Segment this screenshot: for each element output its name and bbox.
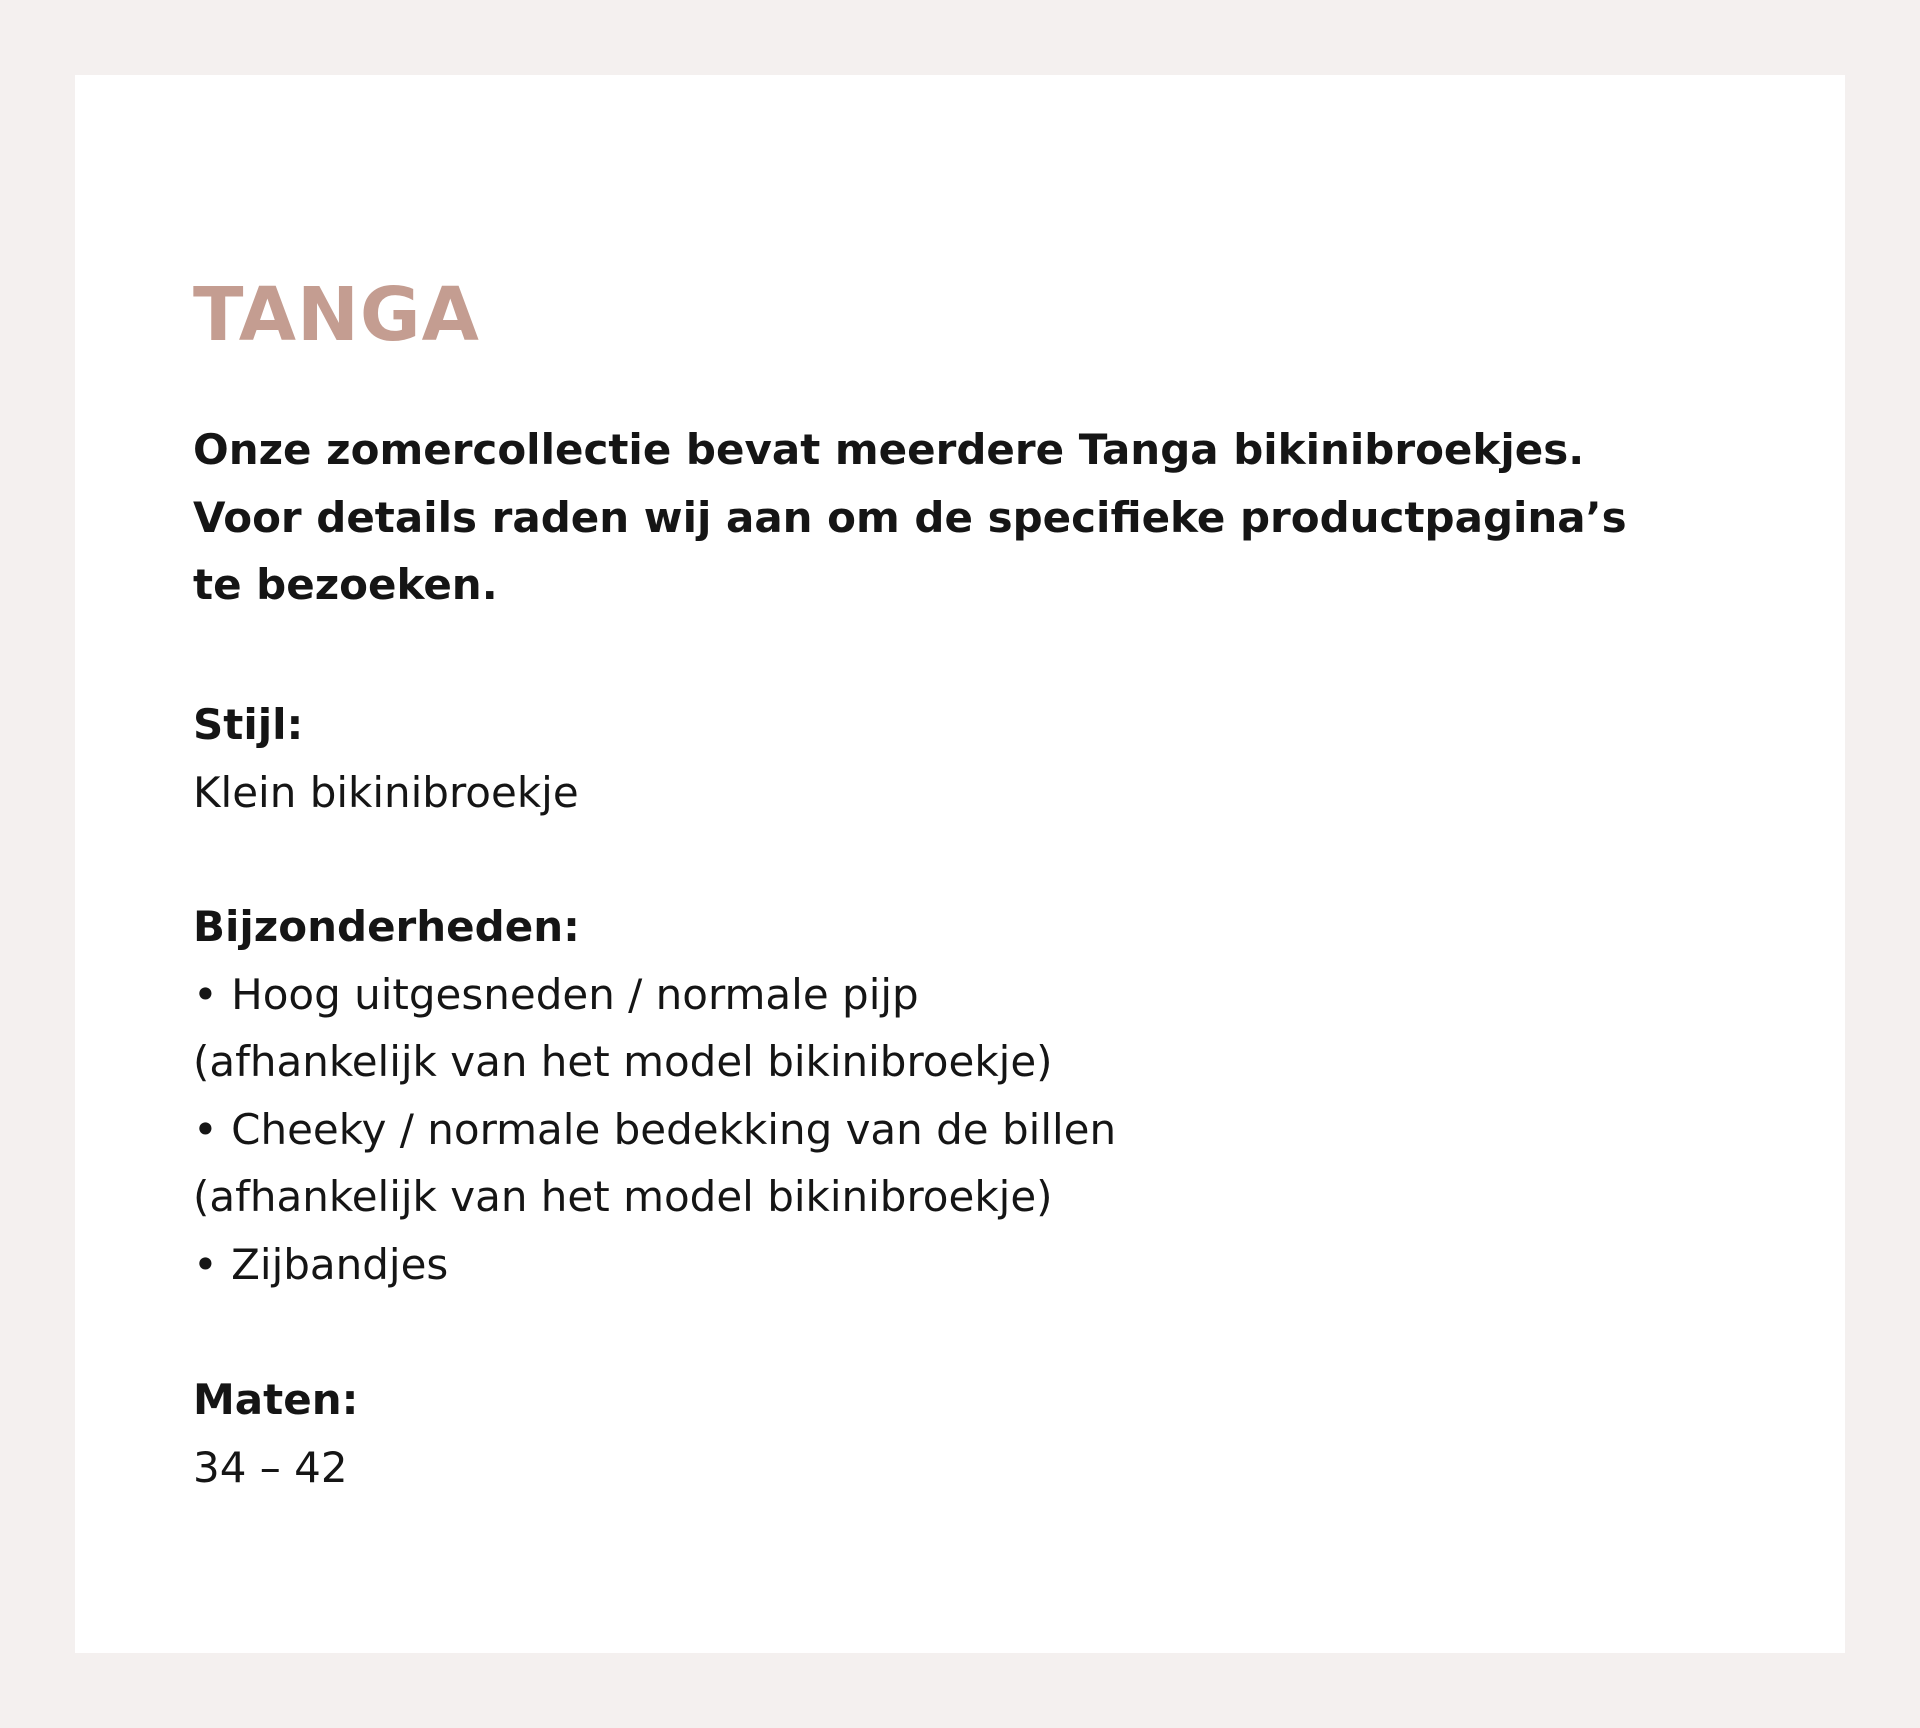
product-info-card bbox=[75, 75, 1845, 1653]
maten-value: 34 – 42 bbox=[193, 1442, 348, 1492]
section-bijzonderheden bbox=[193, 893, 1116, 1298]
maten-label: Maten: bbox=[193, 1375, 359, 1424]
intro-text bbox=[193, 416, 1693, 619]
intro-line-2: Voor details raden wij aan om de specifieke productpagina’s bbox=[193, 492, 1627, 542]
section-maten bbox=[193, 1366, 358, 1501]
intro-line-3: te bezoeken. bbox=[193, 560, 498, 609]
bijzonderheden-label: Bijzonderheden: bbox=[193, 902, 580, 951]
bijzonderheden-line: (afhankelijk van het model bikinibroekje) bbox=[193, 1037, 1053, 1086]
bijzonderheden-line: • Cheeky / normale bedekking van de billen bbox=[193, 1104, 1117, 1154]
section-stijl bbox=[193, 691, 579, 826]
bijzonderheden-line: (afhankelijk van het model bikinibroekje) bbox=[193, 1172, 1053, 1221]
bijzonderheden-line: • Zijbandjes bbox=[193, 1239, 449, 1289]
stijl-value: Klein bikinibroekje bbox=[193, 767, 579, 817]
intro-line-1: Onze zomercollectie bevat meerdere Tanga bikinibroekjes. bbox=[193, 425, 1585, 474]
bijzonderheden-line: • Hoog uitgesneden / normale pijp bbox=[193, 969, 919, 1019]
stijl-label: Stijl: bbox=[193, 700, 304, 749]
page-title: TANGA bbox=[193, 272, 480, 358]
